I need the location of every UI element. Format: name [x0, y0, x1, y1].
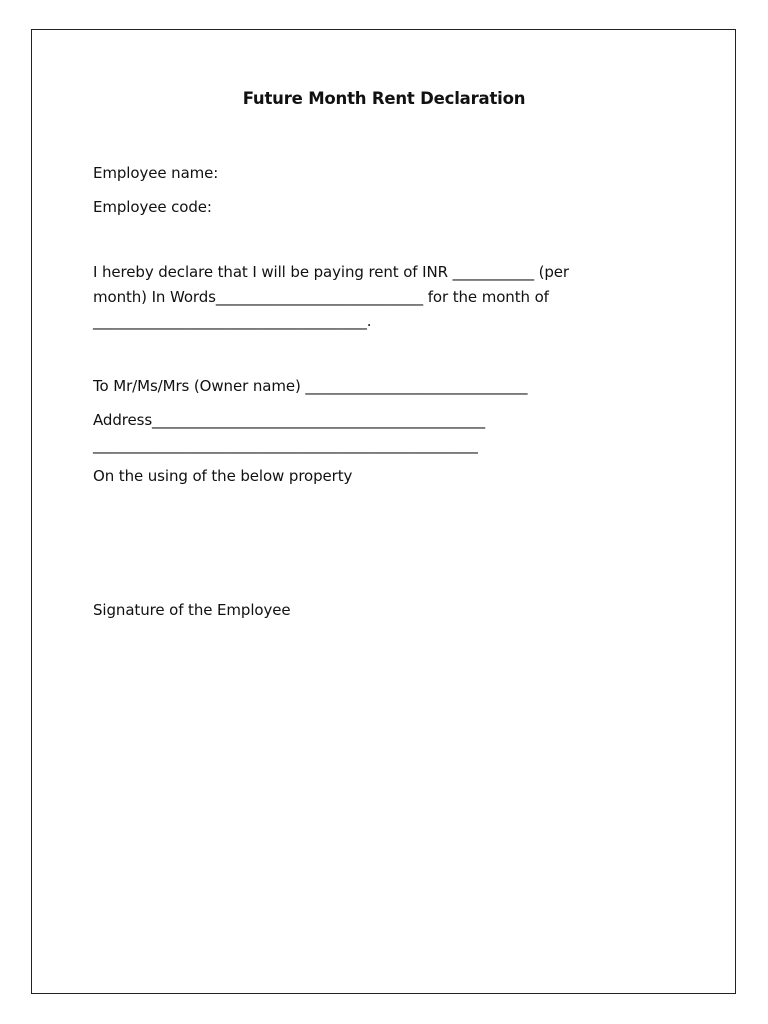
property-line: On the using of the below property	[93, 467, 353, 485]
employee-code-label: Employee code:	[93, 198, 212, 216]
address-line-1: Address_____________________________________________	[93, 411, 486, 429]
employee-name-label: Employee name:	[93, 164, 219, 182]
declaration-line-1: I hereby declare that I will be paying rent of INR ___________ (per	[93, 263, 570, 281]
declaration-line-3: _____________________________________.	[93, 312, 372, 330]
address-line-2: ____________________________________________________	[93, 436, 478, 454]
owner-name-line: To Mr/Ms/Mrs (Owner name) ______________________________	[93, 377, 528, 395]
signature-label: Signature of the Employee	[93, 601, 291, 619]
document-title: Future Month Rent Declaration	[242, 89, 526, 108]
declaration-line-2: month) In Words____________________________ for the month of	[93, 288, 549, 306]
